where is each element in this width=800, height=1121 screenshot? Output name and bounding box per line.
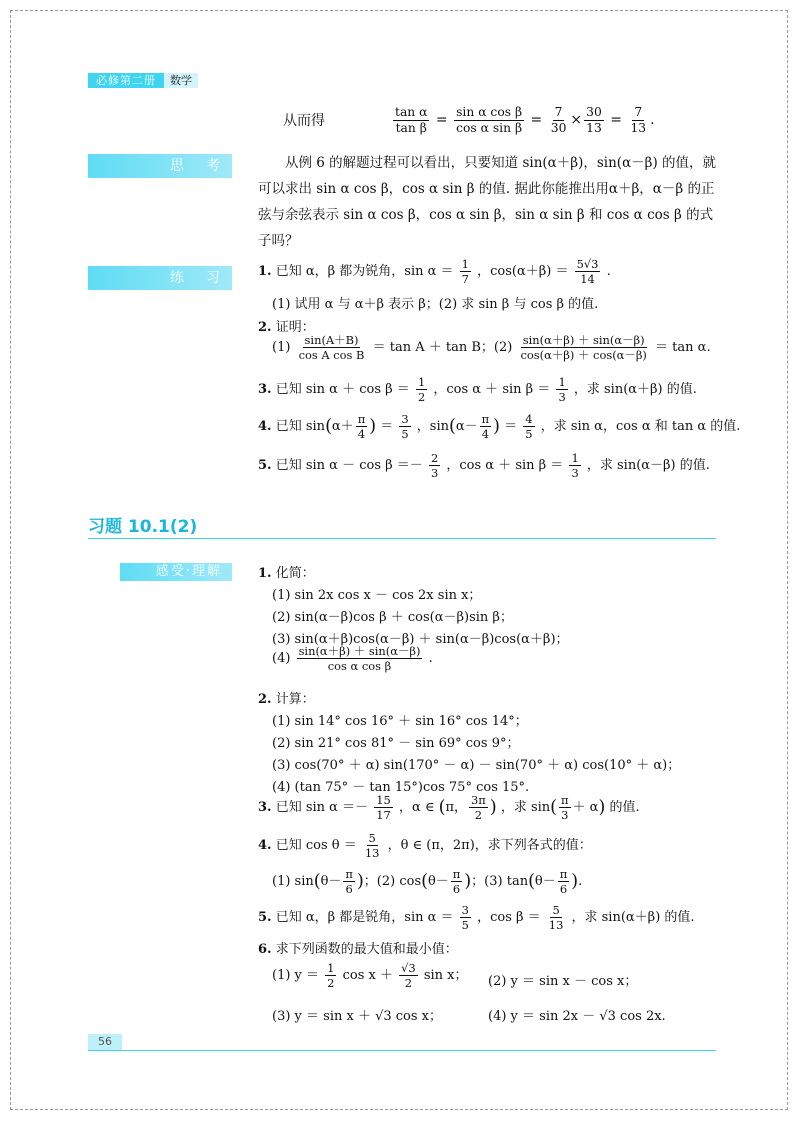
exercise-e1-title: 1. 化简：: [258, 566, 315, 581]
exercise-e2-line1: (1) sin 14° cos 16° ＋ sin 16° cos 14°；: [272, 714, 528, 729]
book-tag: [88, 73, 198, 88]
exercise-e2-line2: (2) sin 21° cos 81° － sin 69° cos 9°；: [272, 736, 520, 751]
exercise-e4: 4. 已知 cos θ ＝ $\frac{5}{13}$ ，θ ∈ (π，2π)，求下列各式的值：: [258, 831, 592, 860]
fraction: $\frac{\text{sin α cos β}}{\text{cos α sin β}}$: [456, 105, 523, 135]
exercise-e2-line4: (4) (tan 75° － tan 15°)cos 75° cos 15°.: [272, 780, 530, 795]
footer-divider: [88, 1050, 716, 1051]
fraction: $\frac{\text{tan α}}{\text{tan β}}$: [395, 105, 428, 135]
think-paragraph: 从例 6 的解题过程可以看出，只要知道 sin(α＋β)，sin(α－β) 的值，就可以求出 sin α cos β，cos α sin β 的值. 据此你能推出用α＋β，α－β 的正弦与余弦表示 sin α cos β，cos α sin β，sin α sin β 和 cos α cos β 的式子吗？: [258, 155, 717, 249]
exercise-e3: 3. 已知 sin α ＝－ $\frac{15}{17}$ ，α ∈ (π， $\frac{3\pi}{2}$ ) ，求 sin( $\frac{\pi}{3}$ ＋ α) 的值.: [258, 793, 640, 822]
page-number: 56: [88, 1034, 122, 1050]
practice-q1: 1. 已知 α，β 都为锐角，sin α ＝ $\frac{1}{7}$ ，cos(α＋β) ＝ $\frac{5√3}{14}$ .: [258, 257, 611, 286]
practice-q2-parts: (1) $\frac{\sin(A+B)}{\text{cos A cos B}}$ ＝ tan A ＋ tan B；(2) $\frac{\sin(\alpha+\beta) + \sin(\alpha-\beta)}{\cos(\alpha+\beta) + \cos(\alpha-\beta)}$ ＝ tan α.: [272, 333, 711, 362]
exercise-e1-line3: (3) sin(α＋β)cos(α－β) ＋ sin(α－β)cos(α＋β)；: [272, 632, 569, 647]
exercise-e1-line1: (1) sin 2x cos x － cos 2x sin x；: [272, 588, 482, 603]
fraction: $\frac{30}{13}$: [586, 105, 602, 135]
exercise-category-label: 感受·理解: [120, 563, 232, 581]
practice-q3: 3. 已知 sin α ＋ cos β ＝ $\frac{1}{2}$ ，cos α ＋ sin β ＝ $\frac{1}{3}$ ，求 sin(α＋β) 的值.: [258, 375, 697, 404]
exercise-e5: 5. 已知 α，β 都是锐角，sin α ＝ $\frac{3}{5}$ ，cos β ＝ $\frac{5}{13}$ ，求 sin(α＋β) 的值.: [258, 903, 695, 932]
book-subject-label: 数学: [164, 73, 198, 88]
exercise-e6-part4: (4) y ＝ sin 2x － √3 cos 2x.: [488, 1009, 666, 1024]
exercise-e6-part1: (1) y ＝ $\frac{1}{2}$ cos x ＋ $\frac{√3}{2}$ sin x；: [272, 961, 468, 990]
practice-q1-sub: (1) 试用 α 与 α＋β 表示 β；(2) 求 sin β 与 cos β 的值.: [272, 297, 599, 312]
fraction: $\frac{7}{13}$: [630, 105, 647, 135]
exercise-e6-title: 6. 求下列函数的最大值和最小值：: [258, 942, 458, 957]
practice-q2-title: 2. 证明：: [258, 320, 315, 335]
section-divider: [88, 538, 716, 539]
fraction: $\frac{7}{30}$: [550, 105, 567, 135]
exercise-e6-part2: (2) y ＝ sin x － cos x；: [488, 974, 638, 989]
exercise-e1-line4: (4) $\frac{\sin(\alpha+\beta) + \sin(\alpha-\beta)}{\text{cos α cos β}}$ .: [272, 644, 433, 673]
exercise-e1-line2: (2) sin(α－β)cos β ＋ cos(α－β)sin β；: [272, 610, 513, 625]
exercise-section-title: 习题 10.1(2): [88, 517, 198, 537]
exercise-e2-line3: (3) cos(70° ＋ α) sin(170° － α) － sin(70° ＋ α) cos(10° ＋ α)；: [272, 758, 681, 773]
exercise-e6-part3: (3) y ＝ sin x ＋ √3 cos x；: [272, 1009, 443, 1024]
result-label: 从而得: [283, 113, 325, 130]
practice-label: 练习: [88, 266, 232, 290]
book-series-label: 必修第二册: [88, 73, 164, 88]
practice-q5: 5. 已知 sin α － cos β ＝－ $\frac{2}{3}$ ，cos α ＋ sin β ＝ $\frac{1}{3}$ ，求 sin(α－β) 的值.: [258, 451, 710, 480]
practice-q4: 4. 已知 sin(α＋ $\frac{\pi}{4}$ ) ＝ $\frac{3}{5}$ ，sin(α－ $\frac{\pi}{4}$ ) ＝ $\frac{4}{5}$ ，求 sin α，cos α 和 tan α 的值.: [258, 412, 741, 441]
exercise-e2-title: 2. 计算：: [258, 692, 315, 707]
exercise-e4-parts: (1) sin(θ－ $\frac{\pi}{6}$ )；(2) cos(θ－ $\frac{\pi}{6}$ )；(3) tan(θ－ $\frac{\pi}{6}$ ).: [272, 867, 583, 896]
think-label: 思考: [88, 154, 232, 178]
result-equation: 从而得 $\frac{\text{tan α}}{\text{tan β}}$ = $\frac{\text{sin α cos β}}{\text{cos α sin β}}$ = $\frac{7}{30}$ × $\frac{30}{13}$ = $\frac{7}{13}$ .: [283, 105, 655, 135]
